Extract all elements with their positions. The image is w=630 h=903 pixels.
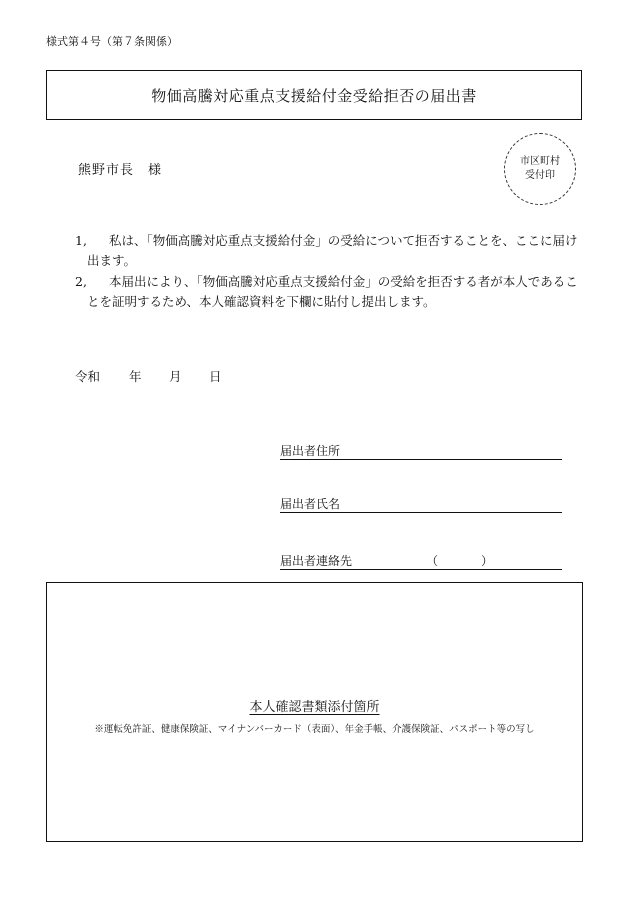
- date-day-label[interactable]: 日: [209, 369, 222, 384]
- stamp-line-2: 受付印: [525, 170, 555, 181]
- date-era: 令和: [75, 369, 101, 384]
- form-number: 様式第４号（第７条関係）: [46, 35, 178, 48]
- address-field[interactable]: [280, 442, 562, 460]
- name-field[interactable]: [280, 495, 562, 513]
- reception-stamp-area: [504, 133, 576, 205]
- item-number: 1,: [75, 233, 87, 248]
- attachment-note: ※運転免許証、健康保険証、マイナンバーカード（表面）、年金手帳、介護保険証、パスポート等の写し: [94, 724, 535, 735]
- item-text: 私は、「物価高騰対応重点支援給付金」の受給について拒否することを、ここに届け出ます。: [87, 233, 578, 268]
- addressee: 熊野市長 様: [78, 163, 163, 178]
- statement-item-2: [75, 272, 580, 312]
- title-box: [46, 70, 582, 120]
- id-document-attachment-box[interactable]: [46, 582, 583, 842]
- item-number: 2,: [75, 274, 87, 289]
- contact-label: 届出者連絡先: [280, 554, 353, 568]
- address-label: 届出者住所: [280, 444, 341, 458]
- contact-field[interactable]: [280, 552, 562, 570]
- date-year-label[interactable]: 年: [129, 369, 142, 384]
- item-text: 本届出により、「物価高騰対応重点支援給付金」の受給を拒否する者が本人であることを証明するため、本人確認資料を下欄に貼付し提出します。: [87, 274, 578, 309]
- document-title: 物価高騰対応重点支援給付金受給拒否の届出書: [151, 86, 477, 105]
- attachment-title: 本人確認書類添付箇所: [249, 700, 380, 715]
- statement-item-1: [75, 231, 580, 271]
- name-label: 届出者氏名: [280, 497, 341, 511]
- date-row: [75, 367, 222, 385]
- paren-open: （: [426, 554, 439, 568]
- paren-close: ）: [481, 554, 494, 568]
- date-month-label[interactable]: 月: [169, 369, 182, 384]
- stamp-line-1: 市区町村: [520, 156, 560, 167]
